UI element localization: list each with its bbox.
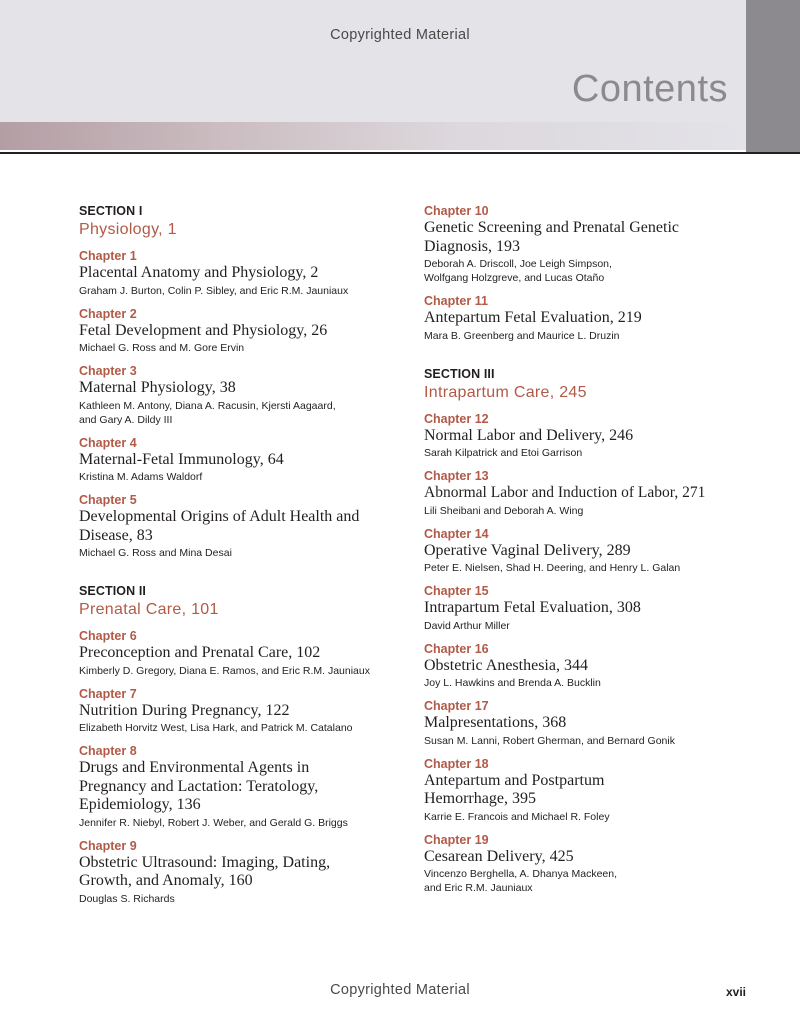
- header-rule: [0, 152, 800, 154]
- chapter-authors: Graham J. Burton, Colin P. Sibley, and Eric R.M. Jauniaux: [79, 284, 349, 297]
- toc-entry-chapter-16[interactable]: [424, 642, 754, 691]
- chapter-label: Chapter 6: [79, 629, 137, 643]
- chapter-label: Chapter 11: [424, 294, 488, 308]
- chapter-authors: Vincenzo Berghella, A. Dhanya Mackeen, and Eric R.M. Jauniaux: [424, 868, 618, 894]
- chapter-title: Abnormal Labor and Induction of Labor, 271: [424, 484, 706, 501]
- chapter-title: Maternal Physiology, 38: [79, 379, 236, 396]
- chapter-title: Developmental Origins of Adult Health and Disease, 83: [79, 508, 360, 544]
- toc-entry-chapter-7[interactable]: [79, 687, 409, 736]
- chapter-label: Chapter 15: [424, 584, 489, 598]
- toc-entry-chapter-8[interactable]: [79, 744, 409, 830]
- chapter-authors: Lili Sheibani and Deborah A. Wing: [424, 504, 584, 517]
- chapter-authors: Douglas S. Richards: [79, 892, 175, 905]
- toc-entry-chapter-11[interactable]: [424, 294, 754, 343]
- section-label: SECTION II: [79, 584, 146, 598]
- chapter-label: Chapter 19: [424, 832, 489, 847]
- page-number: xvii: [725, 985, 746, 999]
- chapter-label: Chapter 10: [424, 204, 489, 218]
- chapter-authors: Deborah A. Driscoll, Joe Leigh Simpson, Wolfgang Holzgreve, and Lucas Otaño: [424, 258, 612, 284]
- chapter-label: Chapter 18: [424, 756, 489, 771]
- chapter-label: Chapter 2: [79, 306, 137, 321]
- chapter-title: Nutrition During Pregnancy, 122: [79, 701, 290, 719]
- toc-entry-chapter-18[interactable]: [424, 757, 754, 824]
- chapter-authors: Joy L. Hawkins and Brenda A. Bucklin: [424, 677, 601, 689]
- chapter-label: Chapter 3: [79, 364, 137, 378]
- page-title: Contents: [571, 68, 728, 110]
- chapter-authors: David Arthur Miller: [424, 619, 510, 632]
- toc-entry-chapter-2[interactable]: [79, 307, 409, 356]
- chapter-title: Genetic Screening and Prenatal Genetic Diagnosis, 193: [424, 219, 679, 255]
- chapter-title: Intrapartum Fetal Evaluation, 308: [424, 599, 641, 616]
- header-gradient-band: [0, 122, 746, 150]
- toc-entry-chapter-12[interactable]: [424, 412, 754, 461]
- section-title: Physiology, 1: [79, 221, 177, 238]
- chapter-title: Antepartum and Postpartum Hemorrhage, 395: [424, 771, 605, 807]
- chapter-authors: Jennifer R. Niebyl, Robert J. Weber, and Gerald G. Briggs: [79, 816, 348, 829]
- chapter-authors: Sarah Kilpatrick and Etoi Garrison: [424, 447, 583, 459]
- chapter-label: Chapter 1: [79, 249, 137, 263]
- chapter-label: Chapter 16: [424, 641, 489, 656]
- toc-entry-chapter-5[interactable]: [79, 493, 409, 560]
- chapter-label: Chapter 7: [79, 686, 137, 701]
- toc-entry-chapter-6[interactable]: [79, 629, 409, 678]
- toc-entry-chapter-10[interactable]: [424, 204, 754, 285]
- section-spacer: [424, 343, 754, 367]
- chapter-title: Drugs and Environmental Agents in Pregnancy and Lactation: Teratology, Epidemiology, 136: [79, 759, 319, 813]
- chapter-authors: Susan M. Lanni, Robert Gherman, and Bernard Gonik: [424, 734, 675, 747]
- chapter-title: Antepartum Fetal Evaluation, 219: [424, 309, 642, 326]
- watermark-bottom: Copyrighted Material: [330, 982, 470, 998]
- chapter-label: Chapter 12: [424, 411, 489, 426]
- chapter-title: Preconception and Prenatal Care, 102: [79, 644, 321, 661]
- chapter-label: Chapter 5: [79, 493, 137, 507]
- section-title: Prenatal Care, 101: [79, 601, 219, 618]
- watermark-top: Copyrighted Material: [330, 27, 470, 43]
- chapter-label: Chapter 17: [424, 699, 489, 713]
- toc-entry-chapter-4[interactable]: [79, 436, 409, 485]
- toc-left-column: [79, 204, 409, 906]
- chapter-title: Malpresentations, 368: [424, 714, 567, 731]
- chapter-title: Operative Vaginal Delivery, 289: [424, 541, 631, 559]
- toc-right-column: [424, 204, 754, 895]
- chapter-title: Cesarean Delivery, 425: [424, 847, 574, 865]
- chapter-authors: Peter E. Nielsen, Shad H. Deering, and Henry L. Galan: [424, 562, 681, 574]
- chapter-label: Chapter 9: [79, 838, 137, 853]
- toc-entry-chapter-9[interactable]: [79, 839, 409, 906]
- chapter-authors: Kathleen M. Antony, Diana A. Racusin, Kjersti Aagaard, and Gary A. Dildy III: [79, 399, 336, 426]
- toc-entry-chapter-14[interactable]: [424, 527, 754, 576]
- chapter-title: Placental Anatomy and Physiology, 2: [79, 264, 319, 281]
- section-spacer: [79, 560, 409, 584]
- chapter-authors: Karrie E. Francois and Michael R. Foley: [424, 810, 610, 823]
- toc-entry-chapter-13[interactable]: [424, 469, 754, 518]
- chapter-title: Fetal Development and Physiology, 26: [79, 321, 328, 339]
- chapter-label: Chapter 4: [79, 435, 137, 450]
- toc-entry-chapter-15[interactable]: [424, 584, 754, 633]
- chapter-title: Normal Labor and Delivery, 246: [424, 426, 634, 444]
- chapter-label: Chapter 14: [424, 526, 489, 541]
- toc-entry-chapter-3[interactable]: [79, 364, 409, 427]
- chapter-title: Maternal-Fetal Immunology, 64: [79, 450, 284, 468]
- chapter-authors: Mara B. Greenberg and Maurice L. Druzin: [424, 329, 620, 342]
- toc-entry-chapter-1[interactable]: [79, 249, 409, 298]
- section-2: [79, 584, 409, 621]
- toc-entry-chapter-19[interactable]: [424, 833, 754, 896]
- chapter-authors: Kimberly D. Gregory, Diana E. Ramos, and Eric R.M. Jauniaux: [79, 664, 370, 677]
- chapter-title: Obstetric Ultrasound: Imaging, Dating, Growth, and Anomaly, 160: [79, 853, 331, 889]
- chapter-label: Chapter 8: [79, 744, 137, 758]
- section-3: [424, 367, 754, 404]
- header-side-tab: [746, 0, 800, 152]
- section-label: SECTION I: [79, 204, 143, 218]
- chapter-authors: Kristina M. Adams Waldorf: [79, 471, 203, 483]
- section-label: SECTION III: [424, 366, 495, 381]
- section-1: [79, 204, 409, 241]
- chapter-authors: Michael G. Ross and Mina Desai: [79, 547, 232, 559]
- toc-entry-chapter-17[interactable]: [424, 699, 754, 748]
- section-title: Intrapartum Care, 245: [424, 383, 587, 401]
- chapter-label: Chapter 13: [424, 469, 489, 483]
- chapter-authors: Elizabeth Horvitz West, Lisa Hark, and Patrick M. Catalano: [79, 722, 353, 734]
- chapter-authors: Michael G. Ross and M. Gore Ervin: [79, 342, 245, 354]
- chapter-title: Obstetric Anesthesia, 344: [424, 656, 588, 674]
